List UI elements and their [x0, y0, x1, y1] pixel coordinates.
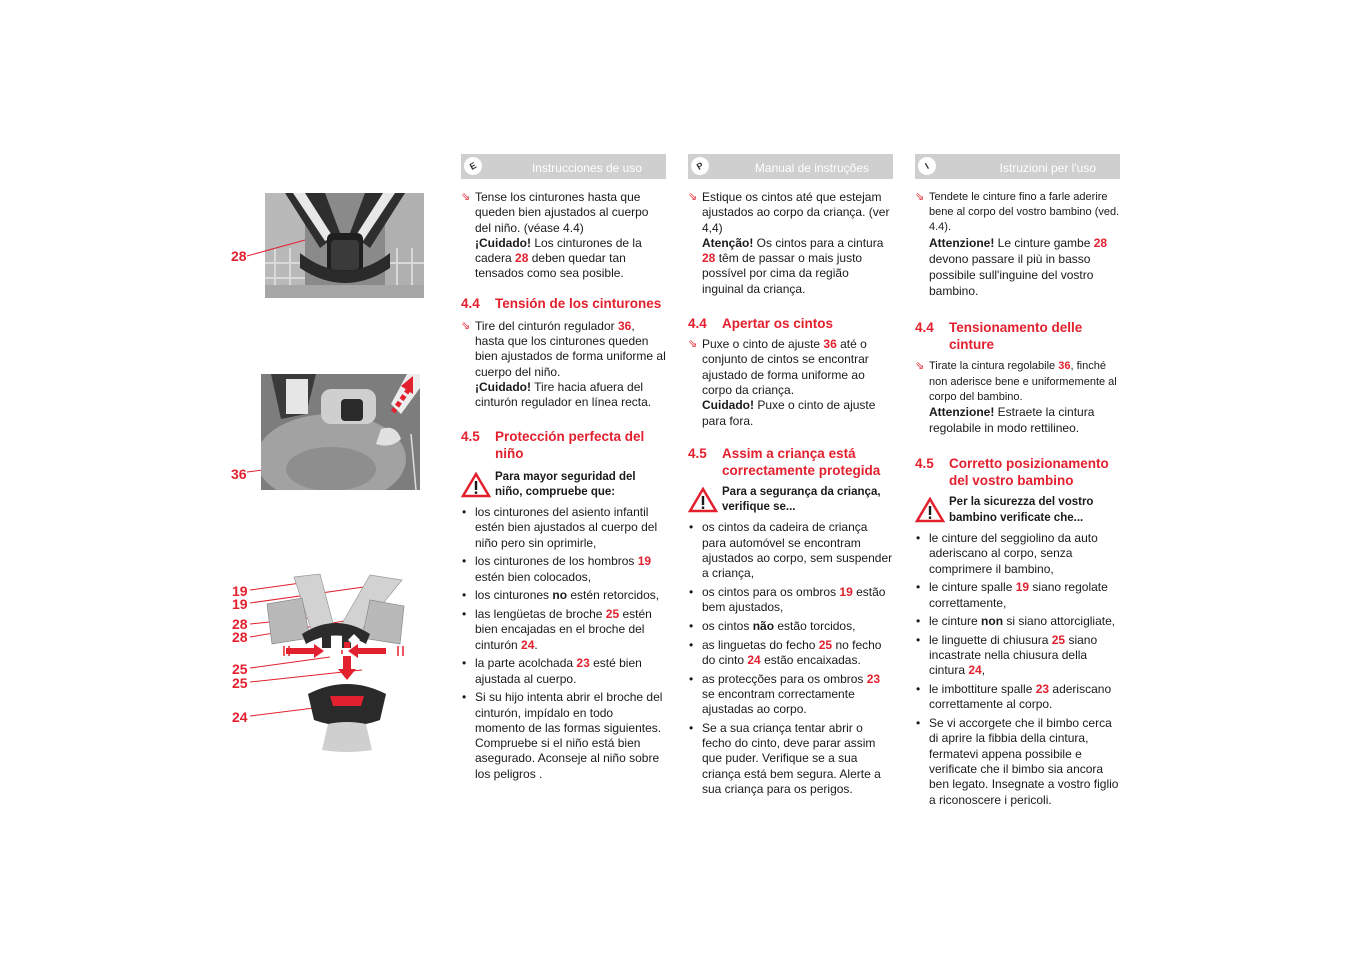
list-item: • os cintos da cadeira de criança para automóvel se encontram ajustados ao corpo, sem suspender a criança,	[688, 520, 893, 581]
warning-icon	[688, 485, 722, 519]
list-item: • las lengüetas de broche 25 estén bien encajadas en el broche del cinturón 24.	[461, 607, 666, 653]
list-item: • le linguette di chiusura 25 siano incastrate nella chiusura della cintura 24,	[915, 633, 1120, 679]
list-item: • los cinturones de los hombros 19 estén bien colocados,	[461, 554, 666, 585]
list-item: • le cinture non si siano attorcigliate,	[915, 614, 1120, 629]
header-title: Istruzioni per l'uso	[999, 161, 1096, 175]
check-list	[461, 505, 666, 782]
callout-28a: 28	[232, 616, 248, 632]
header-bar	[461, 154, 666, 179]
language-badge: P	[688, 154, 713, 179]
section-heading: 4.5 Protección perfecta del niño	[461, 428, 645, 461]
warning-icon	[461, 470, 495, 504]
instruction-step: ⇘ Tendete le cinture fino a farle aderire bene al corpo del vostro bambino (ved. 4.4). Attenzione! Le cinture gambe 28 devono passare il più in basso possibile sull'inguine del vostro bambino.	[915, 191, 1120, 299]
step-arrow-icon: ⇘	[915, 191, 925, 203]
figure-adjuster-strap-photo	[261, 374, 420, 490]
callout-28: 28	[231, 248, 247, 264]
section-heading: 4.5 Corretto posizionamento del vostro bambino	[915, 456, 1109, 489]
instruction-step: ⇘ Tense los cinturones hasta que queden bien ajustados al cuerpo del niño. (véase 4.4) ¡Cuidado! Los cinturones de la cadera 28 deben quedar tan tensados como sea posible.	[461, 190, 649, 281]
instruction-step: ⇘ Estique os cintos até que estejam ajustados ao corpo da criança. (ver 4,4) Atenção! Os cintos para a cintura 28 têm de passar o mais justo possível por cima da região inguinal da criança.	[688, 190, 890, 296]
column-spanish	[461, 154, 666, 785]
list-item: • los cinturones no estén retorcidos,	[461, 588, 666, 603]
list-item: • as linguetas do fecho 25 no fecho do cinto 24 estão encaixadas.	[688, 638, 893, 669]
warning-box: Per la sicurezza del vostro bambino verificate che...	[915, 495, 1120, 529]
section-heading: 4.5 Assim a criança está correctamente protegida	[688, 445, 881, 478]
list-item: • los cinturones del asiento infantil estén bien ajustados al cuerpo del niño pero sin oprimirle,	[461, 505, 666, 551]
warning-icon	[915, 495, 949, 529]
list-item: • le cinture spalle 19 siano regolate correttamente,	[915, 580, 1120, 611]
language-badge: E	[461, 154, 486, 179]
list-item: • Se vi accorgete che il bimbo cerca di aprire la fibbia della cintura, fermatevi appena possibile e verificate che il bimbo sia ancora ben legato. Insegnate a vostro figlio a riconoscere i pericoli.	[915, 716, 1120, 808]
callout-36: 36	[231, 466, 247, 482]
section-heading: 4.4 Tensionamento delle cinture	[915, 320, 1083, 353]
figure-harness-drawing	[262, 572, 410, 752]
instruction-step: ⇘ Tirate la cintura regolabile 36, finché non aderisce bene e uniformemente al corpo del bambino. Attenzione! Estraete la cintura regolabile in modo rettilineo.	[915, 360, 1117, 436]
section-heading: 4.4 Apertar os cintos	[688, 316, 834, 332]
callout-28b: 28	[232, 629, 248, 645]
list-item: • la parte acolchada 23 esté bien ajustada al cuerpo.	[461, 656, 666, 687]
instruction-step: ⇘ Puxe o cinto de ajuste 36 até o conjunto de cintos se encontrar ajustado de forma uniforme ao corpo da criança. Cuidado! Puxe o cinto de ajuste para fora.	[688, 337, 876, 428]
instruction-step: ⇘ Tire del cinturón regulador 36, hasta que los cinturones queden bien ajustados de forma uniforme al cuerpo del niño. ¡Cuidado! Tire hacia afuera del cinturón regulador en línea recta.	[461, 318, 666, 410]
header-title: Instrucciones de uso	[531, 161, 642, 175]
list-item: • le cinture del seggiolino da auto aderiscano al corpo, senza comprimere il bambino,	[915, 531, 1120, 577]
header-bar	[688, 154, 893, 179]
list-item: • le imbottiture spalle 23 aderiscano correttamente al corpo.	[915, 682, 1120, 713]
check-list	[688, 520, 893, 797]
header-bar	[915, 154, 1120, 179]
step-arrow-icon: ⇘	[461, 319, 471, 332]
language-badge: I	[915, 154, 940, 179]
callout-19b: 19	[232, 596, 248, 612]
column-italian	[915, 154, 1120, 811]
check-list	[915, 531, 1120, 808]
callout-25b: 25	[232, 675, 248, 691]
list-item: • Se a sua criança tentar abrir o fecho do cinto, deve parar assim que puder. Verifique se a sua criança está bem segura. Alerte a sua criança para os perigos.	[688, 721, 893, 797]
list-item: • Si su hijo intenta abrir el broche del cinturón, impídalo en todo momento de las formas siguientes. Compruebe si el niño está bien asegurado. Aconseje al niño sobre los peligros .	[461, 690, 666, 782]
list-item: • os cintos não estão torcidos,	[688, 619, 893, 634]
step-arrow-icon: ⇘	[915, 360, 925, 373]
step-arrow-icon: ⇘	[461, 191, 471, 203]
step-arrow-icon: ⇘	[688, 338, 698, 351]
callout-24: 24	[232, 709, 248, 725]
warning-box: Para a segurança da criança, verifique se...	[688, 485, 893, 519]
step-arrow-icon: ⇘	[688, 191, 698, 203]
list-item: • as protecções para os ombros 23 se encontram correctamente ajustadas ao corpo.	[688, 672, 893, 718]
warning-box: Para mayor seguridad del niño, compruebe que:	[461, 470, 666, 504]
column-portuguese	[688, 154, 893, 801]
section-heading: 4.4 Tensión de los cinturones	[461, 295, 662, 311]
callout-19a: 19	[232, 583, 248, 599]
callout-25a: 25	[232, 661, 248, 677]
list-item: • os cintos para os ombros 19 estão bem ajustados,	[688, 585, 893, 616]
header-title: Manual de instruções	[754, 161, 869, 175]
